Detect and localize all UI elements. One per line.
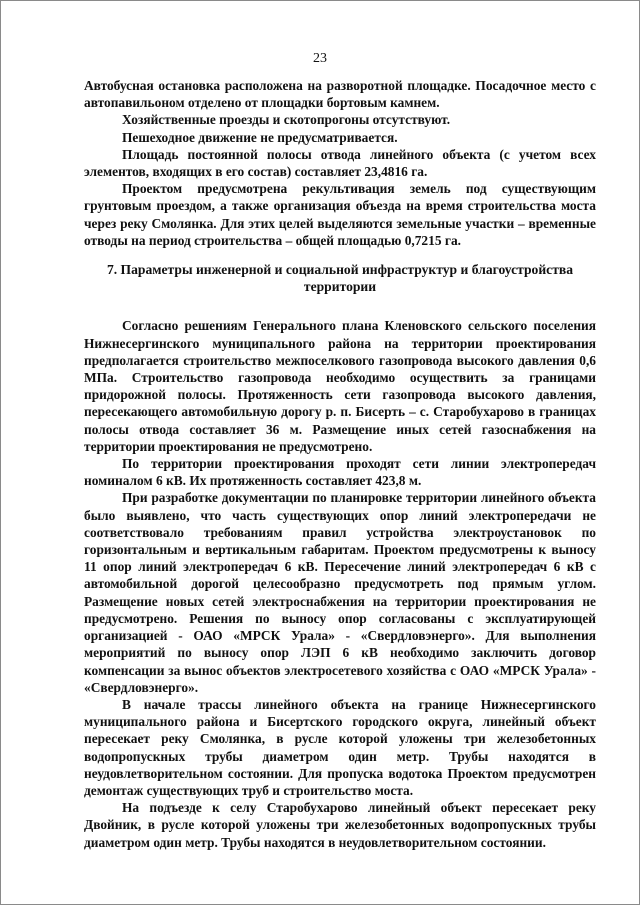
paragraph-pedestrian: Пешеходное движение не предусматривается. — [122, 129, 398, 145]
paragraph-gas-pipeline: Согласно решениям Генерального плана Кленовского сельского поселения Нижнесергинского муниципального района на территории проектирования предполагается строительство межпоселкового газопровода высокого давления 0,6 МПа. Строительство газопровода необходимо осуществить за границами придорожной полосы. Протяженность сети газопровода высокого давления, пересекающего автомобильную дорогу р. п. Бисерть – с. Старобухарово в границах полосы отвода составляет 36 м. Размещение иных сетей газоснабжения на территории проектирования не предусмотрено. — [84, 318, 596, 454]
paragraph-farm-roads: Хозяйственные проезды и скотопрогоны отсутствуют. — [122, 112, 451, 128]
paragraph-recultivation: Проектом предусмотрена рекультивация земель под существующим грунтовым проездом, а также организация объезда на время строительства моста через реку Смолянка. Для этих целей выделяются земельные участки – временные отводы на период строительства – общей площадью 0,7215 га. — [84, 181, 596, 248]
paragraph-dvoinik-river: На подъезде к селу Старобухарово линейный объект пересекает реку Двойник, в русле которой уложены три железобетонных водопропускных трубы диаметром один метр. Трубы находятся в неудовлетворительном состоянии. — [84, 800, 596, 850]
paragraph-smolyanka-river: В начале трассы линейного объекта на границе Нижнесергинского муниципального района и Бисертского городского округа, линейный объект пересекает реку Смолянка, в русле которой уложены три железобетонных водопропускных трубы диаметром один метр. Трубы находятся в неудовлетворительном состоянии. Для пропуска водотока Проектом предусмотрен демонтаж существующих труб и строительство моста. — [84, 696, 596, 798]
paragraph-power-poles: При разработке документации по планировке территории линейного объекта было выявлено, что часть существующих опор линий электропередачи не соответствовало требованиям правил устройства электроустановок по горизонтальным и вертикальным габаритам. Проектом предусмотрены к выносу 11 опор линий электропередач 6 кВ. Пересечение линий электропередач 6 кВ с автомобильной дорогой целесообразно предусмотреть под прямым углом. Размещение новых сетей электроснабжения на территории проектирования не предусмотрено. Решения по выносу опор согласованы с эксплуатирующей организацией - ОАО «МРСК Урала» - «Свердловэнерго». Для выполнения мероприятий по выносу опор ЛЭП 6 кВ необходимо заключить договор компенсации за вынос объектов электросетевого хозяйства с ОАО «МРСК Урала» - «Свердловэнерго». — [84, 490, 596, 695]
paragraph-bus-stop: Автобусная остановка расположена на разворотной площадке. Посадочное место с автопавильоном отделено от площадки бортовым камнем. — [84, 78, 596, 111]
page-number: 23 — [313, 51, 327, 66]
paragraph-area: Площадь постоянной полосы отвода линейного объекта (с учетом всех элементов, входящих в его состав) составляет 23,4816 га. — [84, 146, 596, 180]
section-heading: 7. Параметры инженерной и социальной инфраструктур и благоустройства территории — [106, 262, 574, 295]
paragraph-power-lines: По территории проектирования проходят сети линии электропередач номиналом 6 кВ. Их протяженность составляет 423,8 м. — [84, 456, 596, 489]
page-content — [84, 77, 596, 851]
